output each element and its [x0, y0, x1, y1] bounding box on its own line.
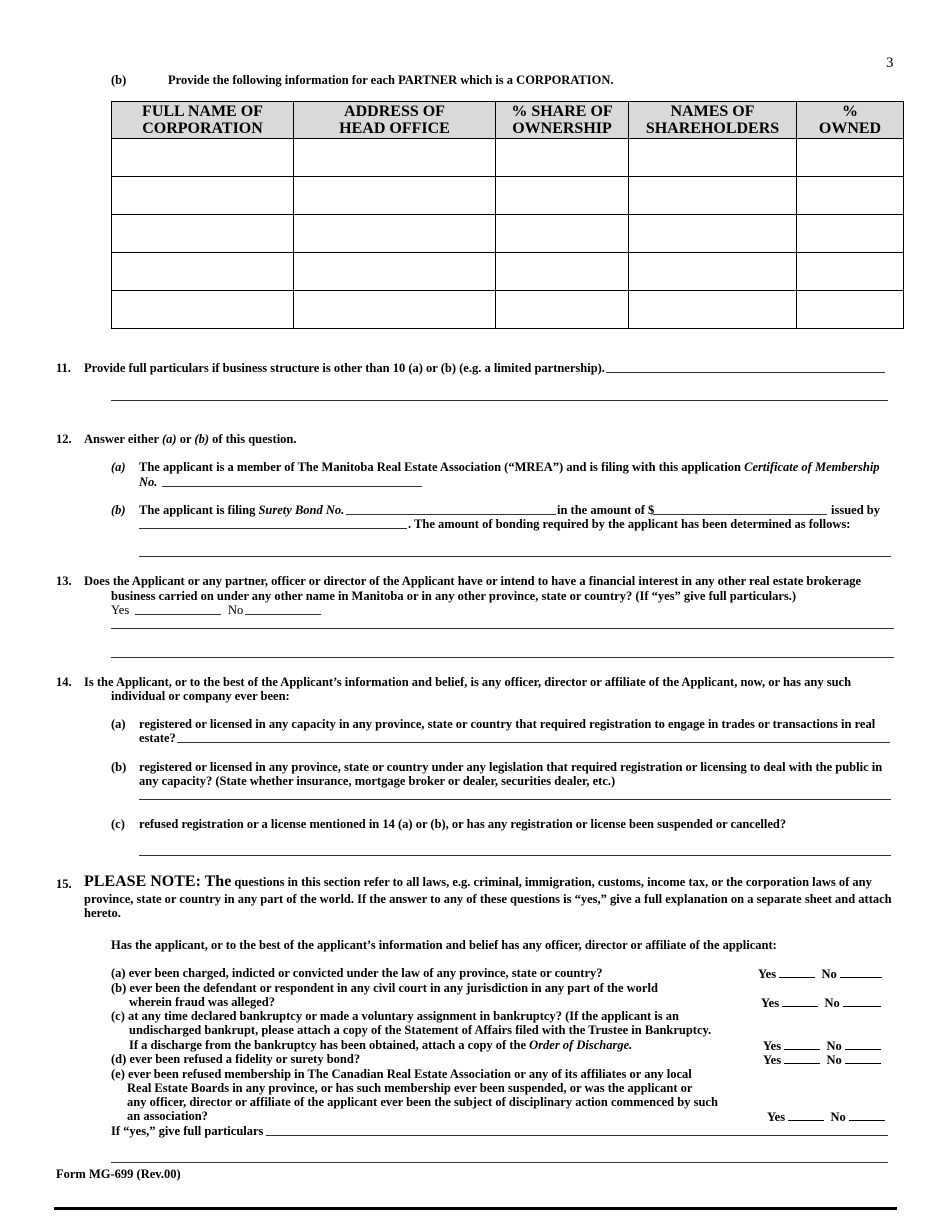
q15-line3: hereto.: [84, 906, 121, 920]
q15-d-text: (d) ever been refused a fidelity or surety bond?: [111, 1052, 361, 1066]
q12-b-line1: The applicant is filing Surety Bond No.: [139, 503, 345, 517]
table-row: [112, 215, 904, 253]
table-cell[interactable]: [496, 215, 629, 253]
q14-b-line1: registered or licensed in any province, state or country under any legislation that required registration or licensing to deal with the public in: [139, 760, 883, 774]
q14-c-answer-line[interactable]: [139, 855, 891, 856]
q15-a-yes-no: Yes No: [758, 966, 882, 982]
q15-has-applicant: Has the applicant, or to the best of the applicant’s information and belief has any officer, director or affiliate of the applicant:: [111, 938, 777, 952]
q15-e-line3: any officer, director or affiliate of the applicant ever been the subject of disciplinary action commenced by such: [127, 1095, 718, 1109]
q11-answer-line-2[interactable]: [111, 400, 888, 401]
table-cell[interactable]: [629, 291, 797, 329]
q14-a-answer-line[interactable]: [177, 742, 890, 743]
section-b-label: (b): [111, 73, 127, 87]
surety-bond-number-line[interactable]: [346, 514, 556, 515]
header-shareholders: NAMES OF SHAREHOLDERS: [629, 102, 797, 139]
table-header-row: [112, 102, 904, 139]
table-cell[interactable]: [112, 215, 294, 253]
q12-number: 12.: [56, 432, 72, 446]
table-cell[interactable]: [797, 177, 904, 215]
corporation-partners-table: [111, 101, 904, 329]
table-cell[interactable]: [496, 253, 629, 291]
q13-line2: business carried on under any other name in Manitoba or in any other province, state or country? (If “yes” give full particulars.): [111, 589, 797, 603]
table-cell[interactable]: [294, 291, 496, 329]
q14-a-line1: registered or licensed in any capacity in any province, state or country that required registration to engage in trades or transactions in real: [139, 717, 876, 731]
header-owned: % OWNED: [797, 102, 904, 139]
table-cell[interactable]: [496, 177, 629, 215]
table-cell[interactable]: [797, 139, 904, 177]
q12-b-line2: . The amount of bonding required by the applicant has been determined as follows:: [408, 517, 851, 531]
q14-b-label: (b): [111, 760, 127, 774]
q15-e-no-blank[interactable]: [849, 1109, 885, 1121]
q15-particulars-line-2[interactable]: [111, 1162, 888, 1163]
q13-number: 13.: [56, 574, 72, 588]
q15-c-line1: (c) at any time declared bankruptcy or made a voluntary assignment in bankruptcy? (If the applicant is an: [111, 1009, 679, 1023]
q15-b-yes-blank[interactable]: [782, 995, 818, 1007]
bond-amount-line[interactable]: [653, 514, 827, 515]
table-cell[interactable]: [294, 215, 496, 253]
certificate-number-line[interactable]: [162, 486, 422, 487]
q13-answer-line-2[interactable]: [111, 657, 894, 658]
q15-line1: PLEASE NOTE: The questions in this section refer to all laws, e.g. criminal, immigration, customs, income tax, or the corporation laws of any: [84, 873, 872, 890]
header-share: % SHARE OF OWNERSHIP: [496, 102, 629, 139]
table-row: [112, 291, 904, 329]
table-cell[interactable]: [294, 177, 496, 215]
q15-b-line1: (b) ever been the defendant or respondent in any civil court in any jurisdiction in any part of the world: [111, 981, 658, 995]
table-cell[interactable]: [629, 177, 797, 215]
page-number: 3: [886, 55, 894, 71]
q11-answer-line-1[interactable]: [606, 372, 885, 373]
q15-b-no-blank[interactable]: [843, 995, 881, 1007]
table-cell[interactable]: [629, 139, 797, 177]
q12-a-text: The applicant is a member of The Manitoba Real Estate Association (“MREA”) and is filing with this application Certificate of Membership: [139, 460, 880, 474]
table-cell[interactable]: [496, 139, 629, 177]
q15-e-line1: (e) ever been refused membership in The Canadian Real Estate Association or any of its affiliates or any local: [111, 1067, 692, 1081]
table-cell[interactable]: [294, 139, 496, 177]
q15-particulars-label: If “yes,” give full particulars: [111, 1124, 264, 1138]
table-row: [112, 139, 904, 177]
q12-b-label: (b): [111, 503, 126, 517]
q11-text: Provide full particulars if business structure is other than 10 (a) or (b) (e.g. a limited partnership).: [84, 361, 605, 375]
please-note: PLEASE NOTE: The: [84, 873, 232, 890]
q13-yes-line[interactable]: [135, 614, 221, 615]
q15-b-yes-no: Yes No: [761, 995, 881, 1011]
q15-a-yes-blank[interactable]: [779, 966, 815, 978]
q15-d-no-blank[interactable]: [845, 1052, 881, 1064]
q12-a-label: (a): [111, 460, 126, 474]
q15-e-line2: Real Estate Boards in any province, or has such membership ever been suspended, or was the applicant or: [127, 1081, 693, 1095]
q14-c-text: refused registration or a license mentioned in 14 (a) or (b), or has any registration or license been suspended or cancelled?: [139, 817, 787, 831]
q15-e-yes-no: Yes No: [767, 1109, 885, 1125]
table-cell[interactable]: [112, 253, 294, 291]
q14-line2: individual or company ever been:: [111, 689, 290, 703]
q15-e-yes-blank[interactable]: [788, 1109, 824, 1121]
q12-b-amount-label: in the amount of $: [557, 503, 655, 517]
q13-no-label: No: [228, 603, 244, 617]
table-cell[interactable]: [112, 291, 294, 329]
q14-b-line2: any capacity? (State whether insurance, mortgage broker or dealer, securities dealer, etc.): [139, 774, 616, 788]
q14-a-label: (a): [111, 717, 126, 731]
q12-intro: Answer either (a) or (b) of this question.: [84, 432, 297, 446]
q15-c-no-blank[interactable]: [845, 1038, 881, 1050]
q13-line1: Does the Applicant or any partner, officer or director of the Applicant have or intend to have a financial interest in any other real estate brokerage: [84, 574, 862, 588]
table-cell[interactable]: [797, 291, 904, 329]
bonding-details-line[interactable]: [139, 556, 891, 557]
table-cell[interactable]: [112, 177, 294, 215]
table-cell[interactable]: [629, 215, 797, 253]
q14-line1: Is the Applicant, or to the best of the Applicant’s information and belief, is any officer, director or affiliate of the Applicant, now, or has any such: [84, 675, 852, 689]
q15-b-line2: wherein fraud was alleged?: [129, 995, 275, 1009]
q13-answer-line-1[interactable]: [111, 628, 894, 629]
q13-yes-label: Yes: [111, 603, 130, 617]
form-number: Form MG-699 (Rev.00): [56, 1167, 181, 1181]
q12-a-no: No.: [139, 475, 158, 489]
table-cell[interactable]: [797, 253, 904, 291]
table-cell[interactable]: [294, 253, 496, 291]
table-cell[interactable]: [112, 139, 294, 177]
section-b-text: Provide the following information for each PARTNER which is a CORPORATION.: [168, 73, 614, 87]
q15-e-line4: an association?: [127, 1109, 208, 1123]
q15-c-line2: undischarged bankrupt, please attach a copy of the Statement of Affairs filed with the Trustee in Bankruptcy.: [129, 1023, 712, 1037]
table-row: [112, 177, 904, 215]
q15-number: 15.: [56, 877, 72, 891]
table-row: [112, 253, 904, 291]
q15-d-yes-blank[interactable]: [784, 1052, 820, 1064]
table-cell[interactable]: [629, 253, 797, 291]
q15-line2: province, state or country in any part of the world. If the answer to any of these questions is “yes,” give a full explanation on a separate sheet and attach: [84, 892, 892, 906]
q14-b-answer-line[interactable]: [139, 799, 891, 800]
header-address: ADDRESS OF HEAD OFFICE: [294, 102, 496, 139]
table-cell[interactable]: [496, 291, 629, 329]
q15-d-yes-no: Yes No: [763, 1052, 881, 1068]
q14-c-label: (c): [111, 817, 125, 831]
q15-a-text: (a) ever been charged, indicted or convicted under the law of any province, state or country?: [111, 966, 603, 980]
q14-number: 14.: [56, 675, 72, 689]
q15-c-line3: If a discharge from the bankruptcy has been obtained, attach a copy of the Order of Discharge.: [129, 1038, 633, 1052]
header-full-name: FULL NAME OF CORPORATION: [112, 102, 294, 139]
q15-c-yes-no: Yes No: [763, 1038, 881, 1054]
issued-by-line[interactable]: [139, 528, 407, 529]
q15-a-no-blank[interactable]: [840, 966, 882, 978]
q15-particulars-line[interactable]: [266, 1135, 888, 1136]
footer-rule: [54, 1207, 897, 1210]
q13-no-line[interactable]: [245, 614, 321, 615]
q11-number: 11.: [56, 361, 71, 375]
q14-a-line2: estate?: [139, 731, 176, 745]
q12-b-issued-by: issued by: [831, 503, 880, 517]
table-cell[interactable]: [797, 215, 904, 253]
q15-c-yes-blank[interactable]: [784, 1038, 820, 1050]
